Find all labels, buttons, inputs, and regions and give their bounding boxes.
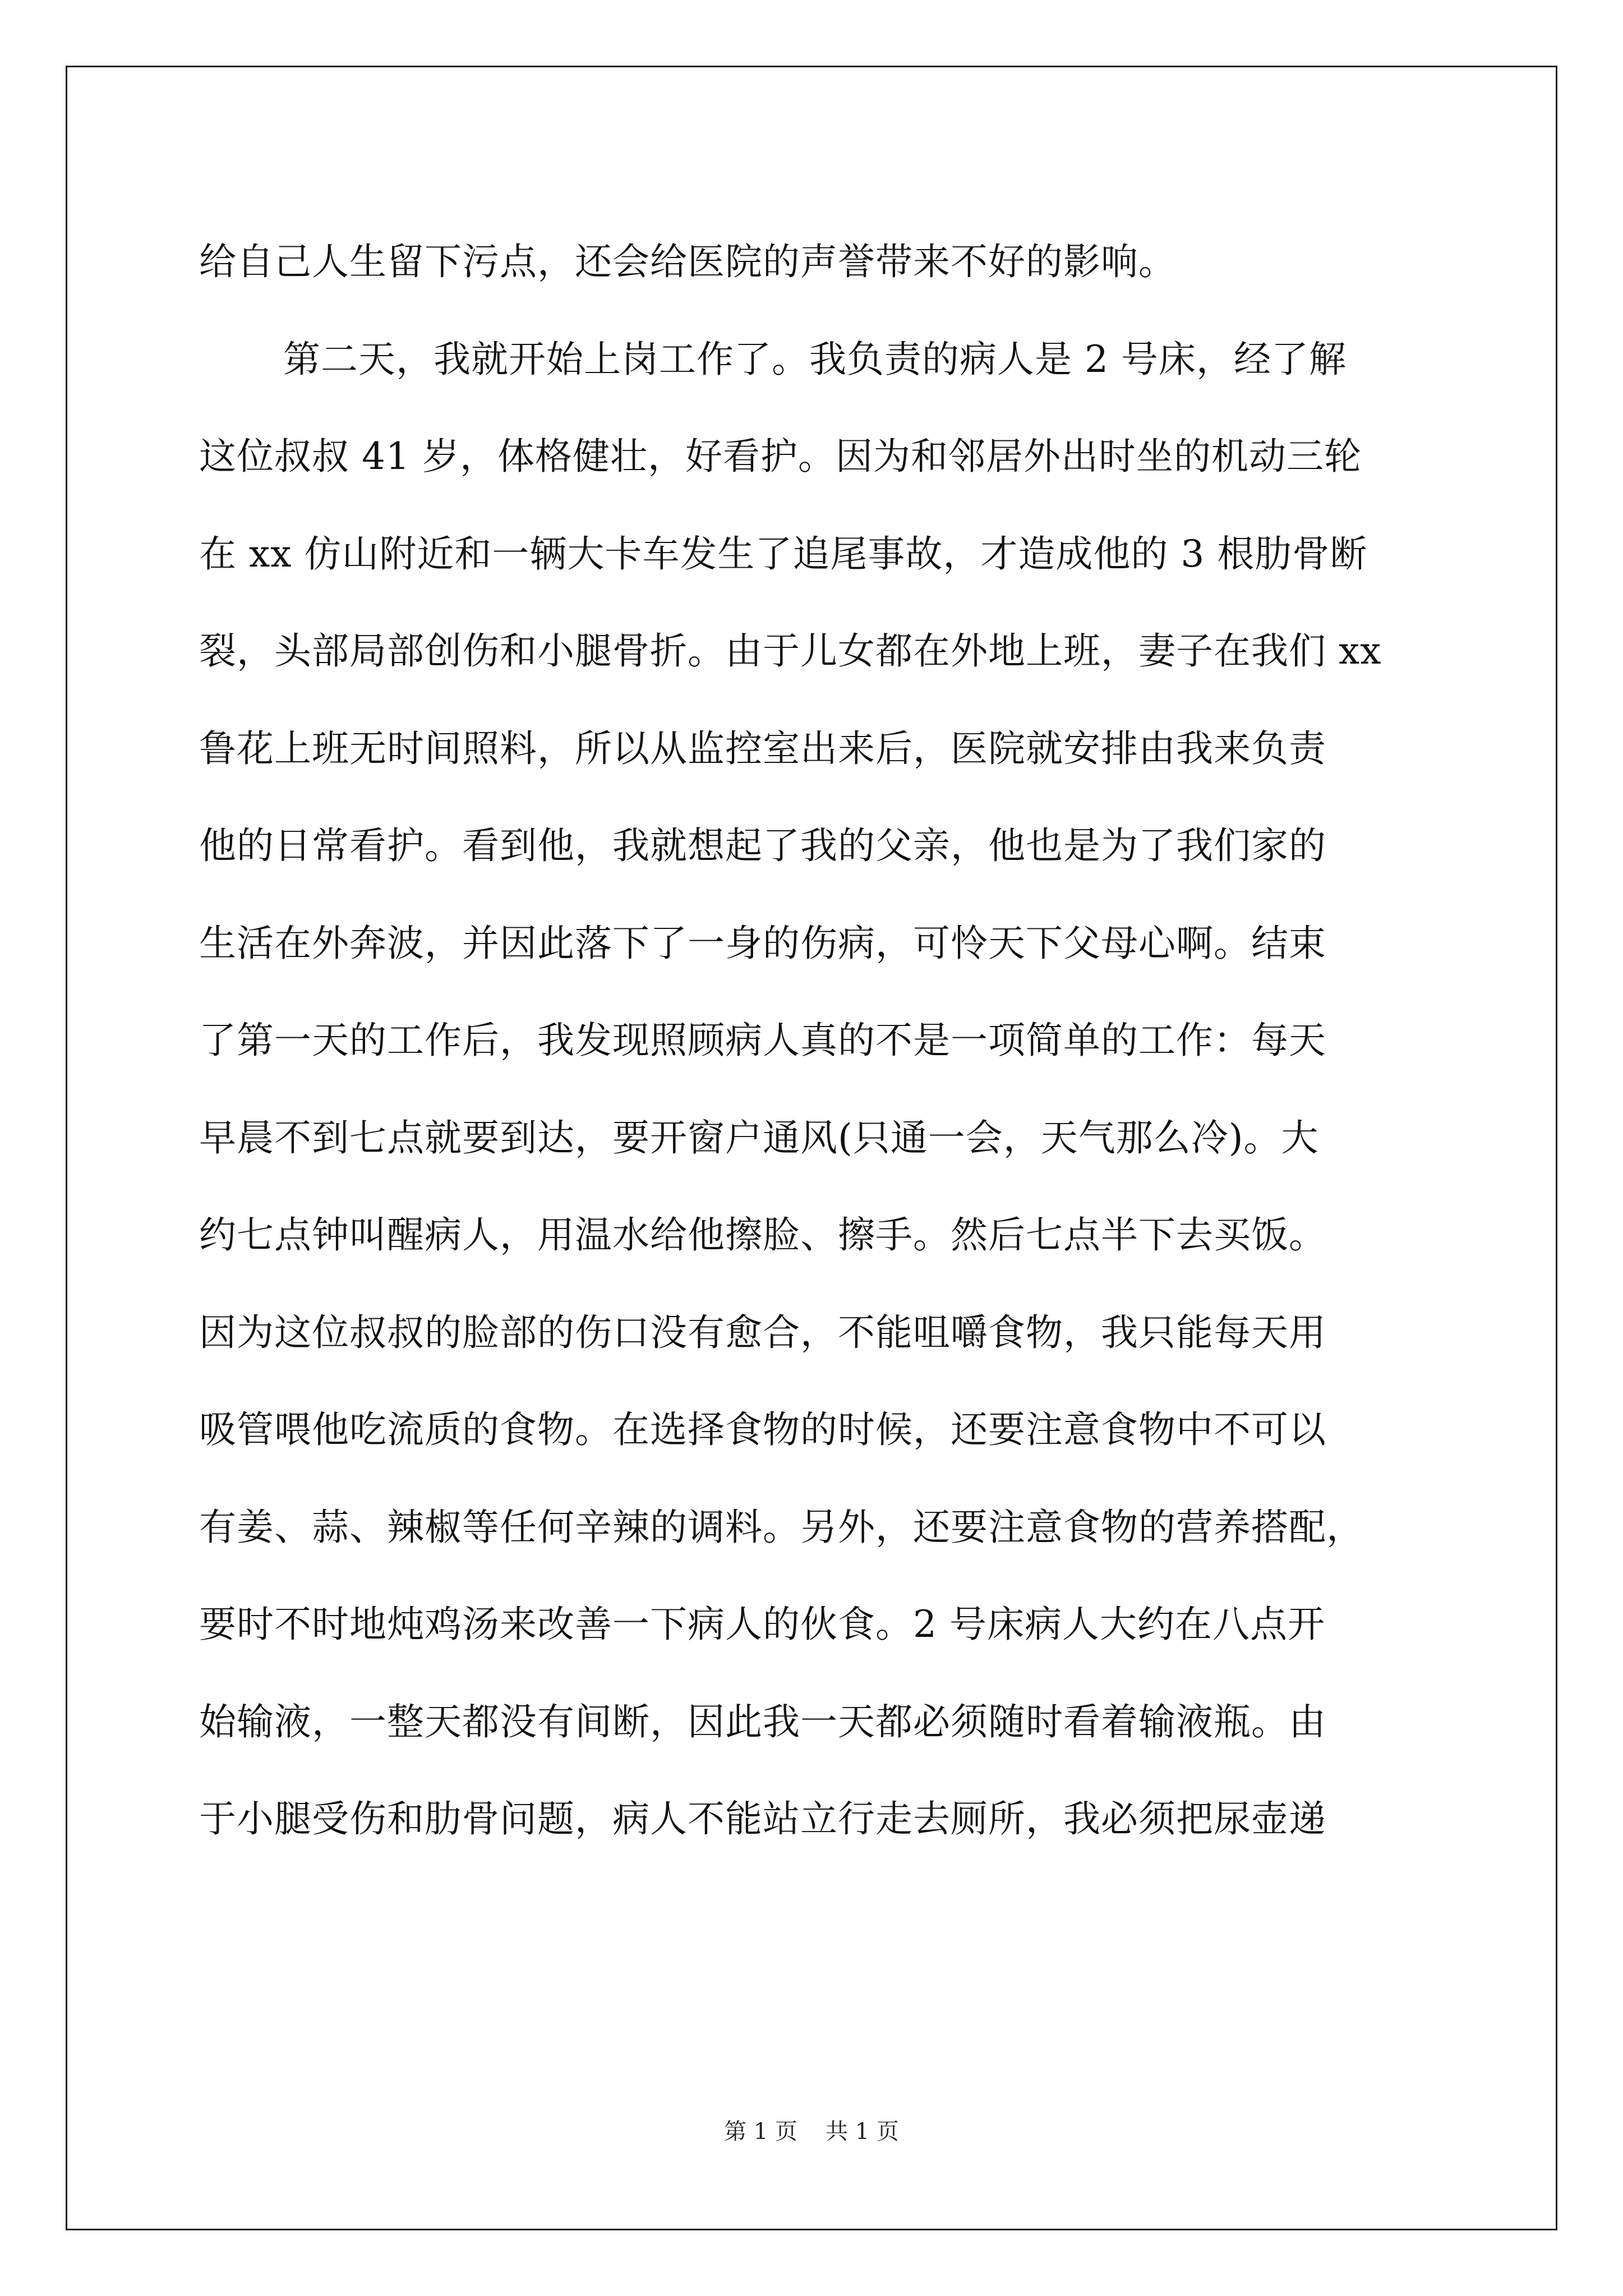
page-number: 第 1 页 (724, 2119, 797, 2145)
text-line: 早晨不到七点就要到达，要开窗户通风(只通一会，天气那么冷)。大 (199, 1116, 1319, 1159)
text-line: 他的日常看护。看到他，我就想起了我的父亲，他也是为了我们家的 (199, 824, 1326, 867)
text-line: 给自己人生留下污点，还会给医院的声誉带来不好的影响。 (199, 240, 1176, 283)
document-body (199, 213, 1433, 1868)
text-line: 在 xx 仿山附近和一辆大卡车发生了追尾事故，才造成他的 3 根肋骨断 (199, 532, 1368, 576)
text-line: 要时不时地炖鸡汤来改善一下病人的伙食。2 号床病人大约在八点开 (199, 1603, 1325, 1646)
text-line: 始输液，一整天都没有间断，因此我一天都必须随时看着输液瓶。由 (199, 1700, 1326, 1743)
text-line: 了第一天的工作后，我发现照顾病人真的不是一项简单的工作：每天 (199, 1019, 1326, 1062)
text-line: 于小腿受伤和肋骨问题，病人不能站立行走去厕所，我必须把尿壶递 (199, 1797, 1326, 1841)
page-footer (0, 2118, 1623, 2146)
text-line: 因为这位叔叔的脸部的伤口没有愈合，不能咀嚼食物，我只能每天用 (199, 1310, 1326, 1354)
text-line: 鲁花上班无时间照料，所以从监控室出来后，医院就安排由我来负责 (199, 726, 1326, 770)
text-line: 这位叔叔 41 岁，体格健壮，好看护。因为和邻居外出时坐的机动三轮 (199, 435, 1362, 478)
text-line: 有姜、蒜、辣椒等任何辛辣的调料。另外，还要注意食物的营养搭配， (199, 1505, 1364, 1549)
text-line: 第二天，我就开始上岗工作了。我负责的病人是 2 号床，经了解 (283, 337, 1347, 381)
page-total: 共 1 页 (826, 2119, 899, 2145)
text-line: 裂，头部局部创伤和小腿骨折。由于儿女都在外地上班，妻子在我们 xx (199, 629, 1382, 673)
text-line: 生活在外奔波，并因此落下了一身的伤病，可怜天下父母心啊。结束 (199, 921, 1326, 965)
text-line: 吸管喂他吃流质的食物。在选择食物的时候，还要注意食物中不可以 (199, 1408, 1326, 1451)
text-line: 约七点钟叫醒病人，用温水给他擦脸、擦手。然后七点半下去买饭。 (199, 1213, 1326, 1257)
